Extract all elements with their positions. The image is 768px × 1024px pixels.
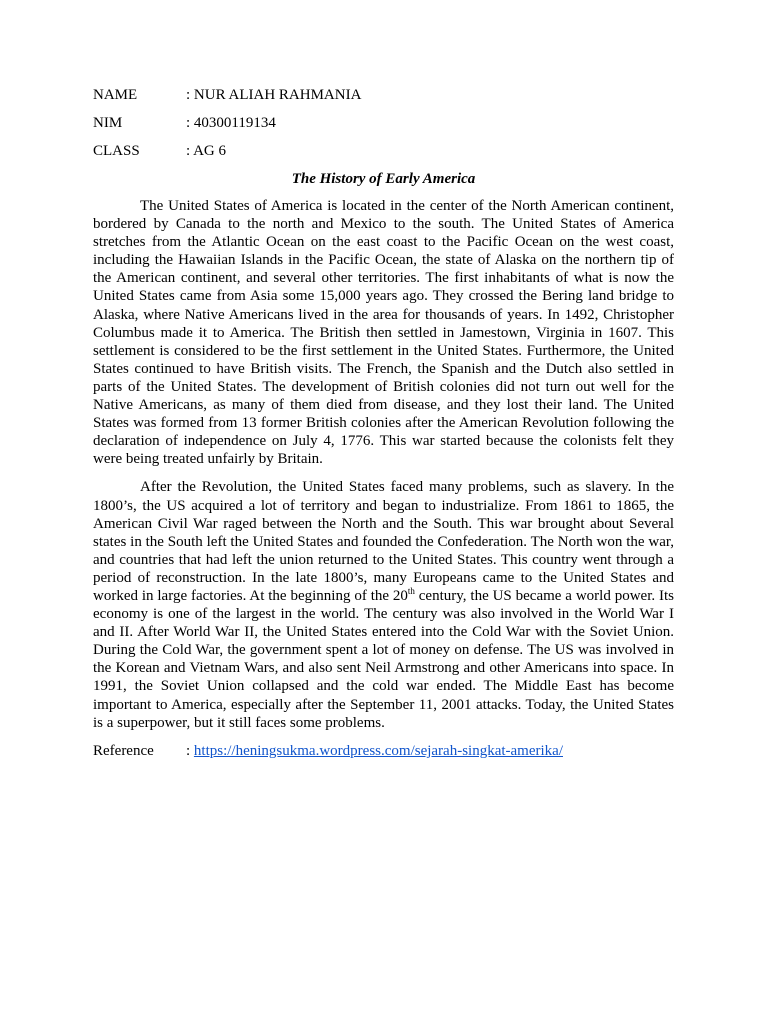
paragraph-2-text-start: After the Revolution, the United States faced many problems, such as slavery. In the 1800’s, the US acquired a lot of territory and began to industrialize. From 1861 to 1865, the American Civil War raged between the North and the South. This war brought about Several states in the South left the United States and founded the Confederation. The North won the war, and countries that had left the union returned to the United States. This country went through a period of reconstruction. In the late 1800’s, many Europeans came to the United States and worked in large factories. At the beginning of the 20	[93, 479, 674, 604]
class-value: : AG 6	[186, 143, 227, 159]
nim-label: NIM	[93, 115, 123, 131]
document-title: The History of Early America	[291, 171, 476, 187]
class-label: CLASS	[93, 143, 140, 159]
reference-link[interactable]: https://heningsukma.wordpress.com/sejarah-singkat-amerika/	[193, 742, 563, 759]
reference-row	[93, 742, 674, 760]
name-row	[93, 86, 674, 104]
paragraph-2-text-end: century, the US became a world power. Its economy is one of the largest in the world. The century was also involved in the World War I and II. After World War II, the United States entered into the Cold War with the Soviet Union. During the Cold War, the government spent a lot of money on defense. The US was involved in the Korean and Vietnam Wars, and also sent Neil Armstrong and other Americans into space. In 1991, the Soviet Union collapsed and the cold war ended. The Middle East has become important to America, especially after the September 11, 2001 attacks. Today, the United States is a superpower, but it still faces some problems.	[93, 587, 674, 731]
reference-prefix: :	[186, 742, 194, 759]
paragraph-1: The United States of America is located in the center of the North American continent, bordered by Canada to the north and Mexico to the south. The United States of America stretches from the Atlantic Ocean on the east coast to the Pacific Ocean on the west coast, including the Hawaiian Islands in the Pacific Ocean, the state of Alaska on the northern tip of the American continent, and several other territories. The first inhabitants of what is now the United States came from Asia some 15,000 years ago. They crossed the Bering land bridge to Alaska, where Native Americans lived in the area for thousands of years. In 1492, Christopher Columbus made it to America. The British then settled in Jamestown, Virginia in 1607. This settlement is considered to be the first settlement in the United States. Furthermore, the United States continued to have British visits. The French, the Spanish and the Dutch also settled in parts of the United States. The development of British colonies did not turn out well for the Native Americans, as many of them died from disease, and they lost their land. The United States was formed from 13 former British colonies after the American Revolution following the declaration of independence on July 4, 1776. This war started because the colonists felt they were being treated unfairly by Britain.	[93, 198, 674, 468]
paragraph-2	[93, 478, 674, 731]
reference-label: Reference	[93, 742, 154, 759]
ordinal-superscript: th	[407, 585, 415, 596]
class-row	[93, 142, 674, 160]
reference-value	[186, 742, 563, 760]
nim-value: : 40300119134	[186, 115, 276, 131]
name-value: : NUR ALIAH RAHMANIA	[186, 87, 362, 103]
name-label: NAME	[93, 87, 138, 103]
nim-row	[93, 114, 674, 132]
